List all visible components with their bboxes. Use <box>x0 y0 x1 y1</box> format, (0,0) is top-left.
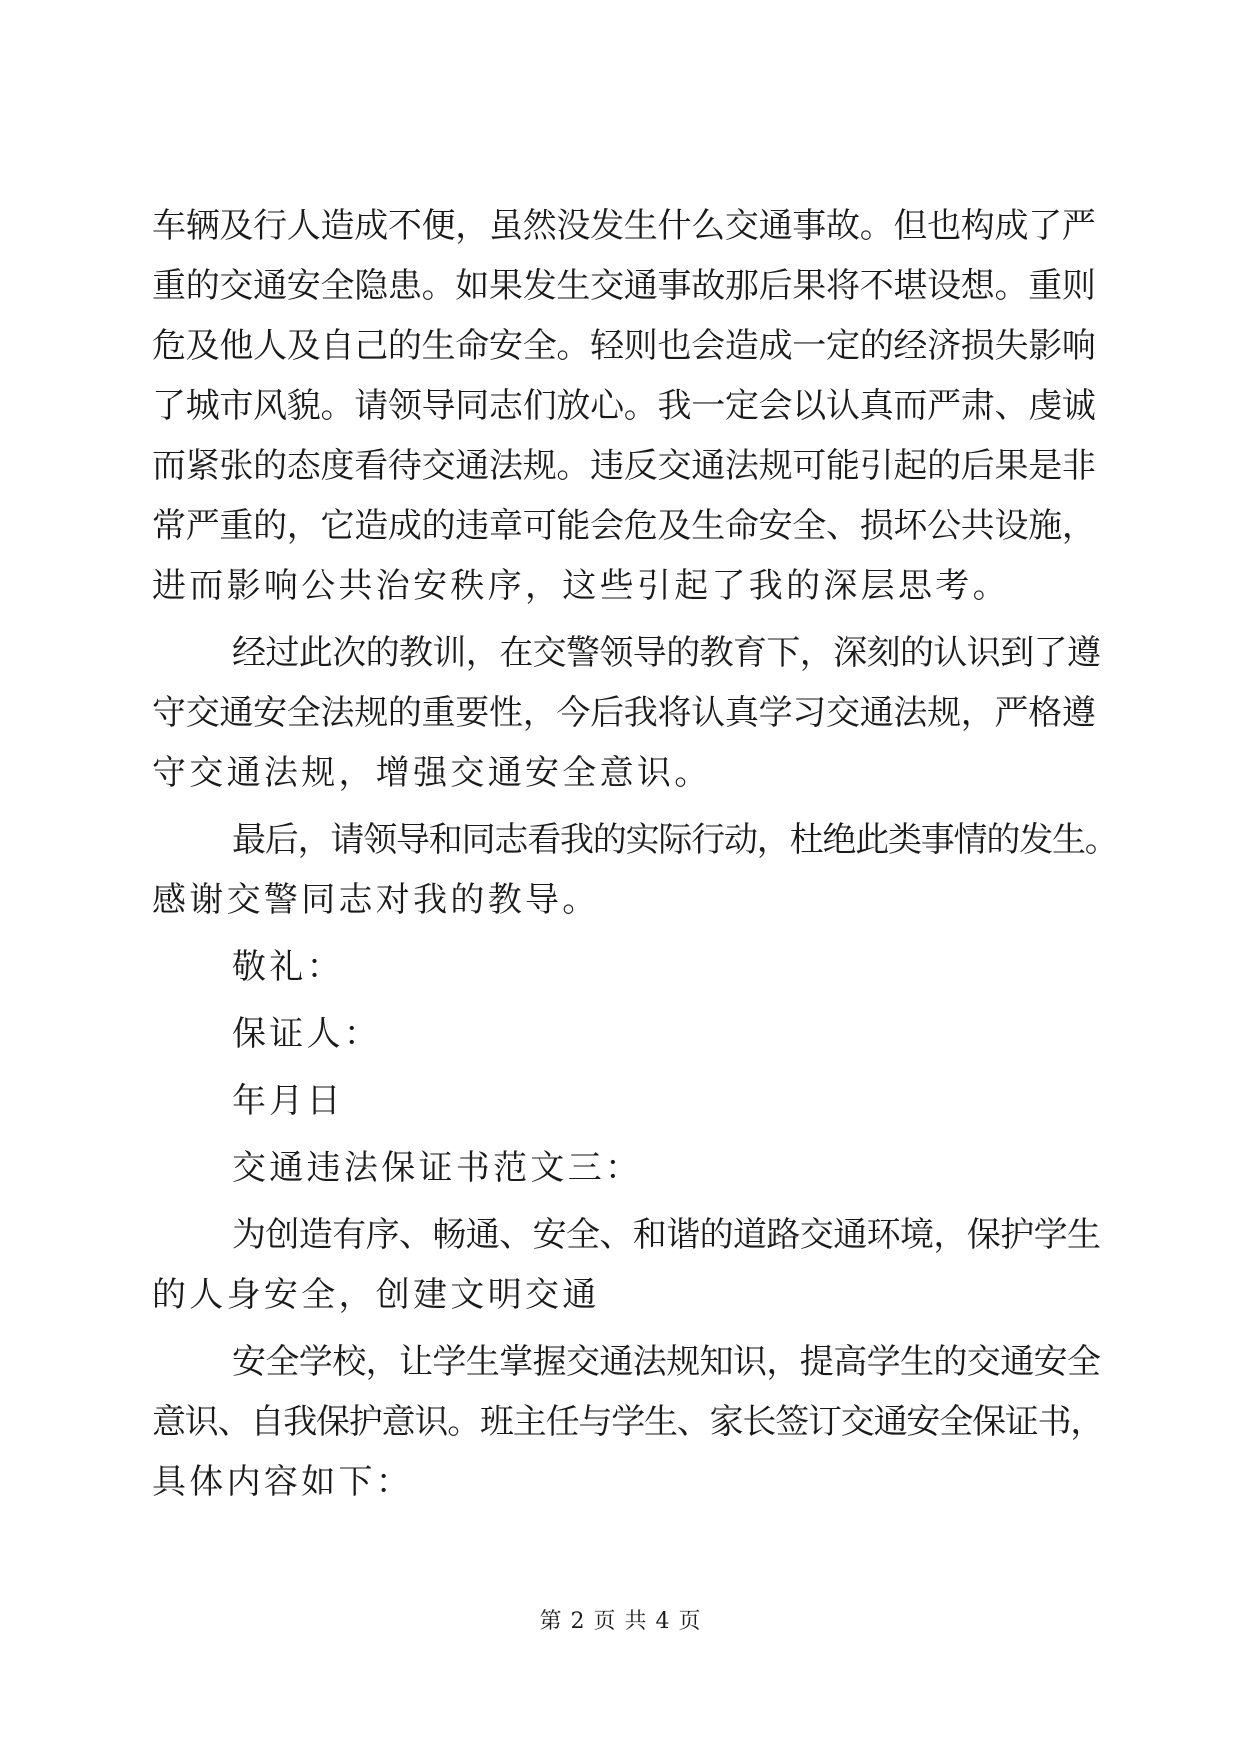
text-line: 守交通法规，增强交通安全意识。 <box>152 753 712 793</box>
text-line: 安全学校，让学生掌握交通法规知识，提高学生的交通安全 <box>232 1342 1101 1382</box>
text-line: 敬礼： <box>232 947 344 987</box>
text-line: 年月日 <box>232 1081 344 1121</box>
text-line: 守交通安全法规的重要性，今后我将认真学习交通法规，严格遵 <box>152 693 1096 733</box>
text-line: 最后，请领导和同志看我的实际行动，杜绝此类事情的发生。 <box>232 820 1118 860</box>
text-line: 感谢交警同志对我的教导。 <box>152 880 600 920</box>
text-line: 危及他人及自己的生命安全。轻则也会造成一定的经济损失影响 <box>152 326 1096 366</box>
text-line: 重的交通安全隐患。如果发生交通事故那后果将不堪设想。重则 <box>152 266 1096 306</box>
text-line: 了城市风貌。请领导同志们放心。我一定会以认真而严肃、虔诚 <box>152 386 1096 426</box>
text-line: 具体内容如下： <box>152 1462 414 1502</box>
text-line: 交通违法保证书范文三： <box>232 1148 643 1188</box>
text-line: 保证人： <box>232 1014 382 1054</box>
text-line: 常严重的，它造成的违章可能会危及生命安全、损坏公共设施， <box>152 506 1096 546</box>
page-footer: 第 2 页 共 4 页 <box>539 1609 702 1634</box>
text-line: 意识、自我保护意识。班主任与学生、家长签订交通安全保证书， <box>152 1402 1104 1442</box>
text-line: 进而影响公共治安秩序，这些引起了我的深层思考。 <box>152 566 1010 606</box>
text-line: 而紧张的态度看待交通法规。违反交通法规可能引起的后果是非 <box>152 446 1096 486</box>
text-line: 为创造有序、畅通、安全、和谐的道路交通环境，保护学生 <box>232 1215 1101 1255</box>
text-line: 经过此次的教训，在交警领导的教育下，深刻的认识到了遵 <box>232 633 1101 673</box>
text-line: 车辆及行人造成不便，虽然没发生什么交通事故。但也构成了严 <box>152 206 1096 246</box>
text-line: 的人身安全，创建文明交通 <box>152 1275 600 1315</box>
